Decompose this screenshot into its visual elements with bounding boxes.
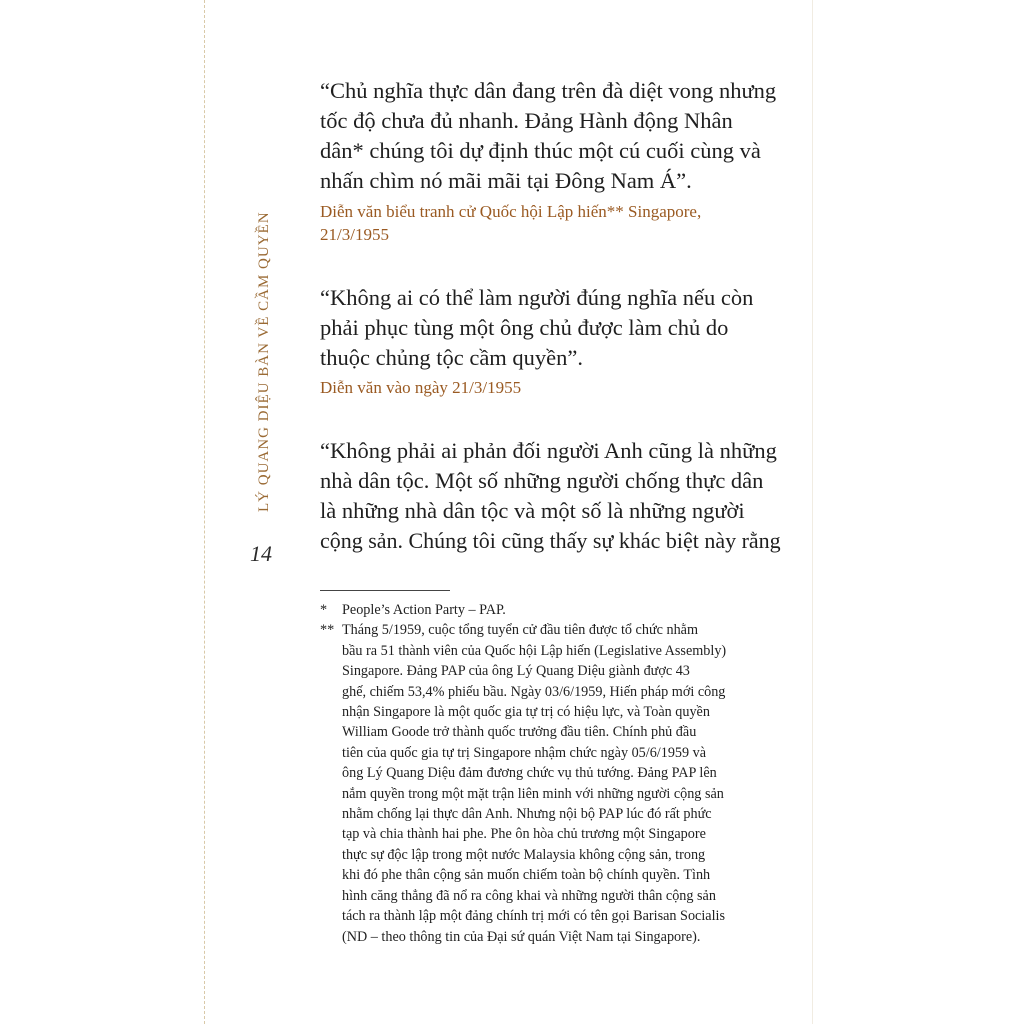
quote-line: “Không phải ai phản đối người Anh cũng là những <box>320 438 777 463</box>
footnote-separator <box>320 590 450 591</box>
source-line: Diễn văn vào ngày 21/3/1955 <box>320 378 522 397</box>
footnote-body <box>342 620 780 947</box>
quote-3 <box>320 436 780 556</box>
quote-line: nhấn chìm nó mãi mãi tại Đông Nam Á”. <box>320 168 692 193</box>
footnote-line: People’s Action Party – PAP. <box>342 602 506 618</box>
page-number: 14 <box>250 541 272 566</box>
source-line: 21/3/1955 <box>320 225 389 244</box>
footnote-line: bầu ra 51 thành viên của Quốc hội Lập hiến (Legislative Assembly) <box>342 642 727 659</box>
footnote-line: (ND – theo thông tin của Đại sứ quán Việt Nam tại Singapore). <box>342 928 701 945</box>
footnote-line: tiên của quốc gia tự trị Singapore nhậm chức ngày 05/6/1959 và <box>342 744 707 761</box>
quote-line: cộng sản. Chúng tôi cũng thấy sự khác biệt này rằng <box>320 528 781 553</box>
quote-1 <box>320 76 780 196</box>
quote-line: dân* chúng tôi dự định thúc một cú cuối cùng và <box>320 138 761 163</box>
quote-line: thuộc chủng tộc cầm quyền”. <box>320 345 584 370</box>
quote-line: nhà dân tộc. Một số những người chống thực dân <box>320 468 764 493</box>
footnote-line: ông Lý Quang Diệu đảm đương chức vụ thủ tướng. Đảng PAP lên <box>342 765 717 782</box>
quote-line: “Chủ nghĩa thực dân đang trên đà diệt vong nhưng <box>320 78 777 103</box>
source-line: Diễn văn biểu tranh cử Quốc hội Lập hiến** Singapore, <box>320 202 702 221</box>
quote-line: là những nhà dân tộc và một số là những người <box>320 498 745 523</box>
quote-line: phải phục tùng một ông chủ được làm chủ do <box>320 315 729 340</box>
footnote-line: khi đó phe thân cộng sản muốn chiếm toàn bộ chính quyền. Tình <box>342 867 711 884</box>
quote-line: tốc độ chưa đủ nhanh. Đảng Hành động Nhân <box>320 108 733 133</box>
footnote-line: nắm quyền trong một mặt trận liên minh với những người cộng sản <box>342 785 724 802</box>
page-gutter-line <box>204 0 205 1024</box>
footnote-line: nhận Singapore là một quốc gia tự trị có hiệu lực, và Toàn quyền <box>342 704 710 721</box>
quote-1-source <box>320 200 780 246</box>
footnote-2 <box>320 620 780 947</box>
footnote-mark: ** <box>320 622 335 639</box>
footnotes <box>320 600 780 947</box>
footnote-line: hình căng thẳng đã nổ ra công khai và những người thân cộng sản <box>342 887 716 904</box>
quote-2 <box>320 283 780 373</box>
page-right-edge <box>812 0 813 1024</box>
quote-2-source <box>320 376 780 399</box>
footnote-mark: * <box>320 602 328 618</box>
footnote-line: tách ra thành lập một đảng chính trị mới có tên gọi Barisan Socialis <box>342 908 725 925</box>
running-head-text: LÝ QUANG DIỆU BÀN VỀ CẦM QUYỀN <box>255 211 272 512</box>
footnote-line: thực sự độc lập trong một nước Malaysia không cộng sản, trong <box>342 846 706 863</box>
quote-line: “Không ai có thể làm người đúng nghĩa nếu còn <box>320 285 754 310</box>
footnote-1 <box>320 600 780 620</box>
footnote-line: William Goode trở thành quốc trưởng đầu tiên. Chính phủ đầu <box>342 724 697 741</box>
footnote-line: Singapore. Đảng PAP của ông Lý Quang Diệu giành được 43 <box>342 663 690 680</box>
running-head <box>252 211 276 520</box>
footnote-line: nhằm chống lại thực dân Anh. Nhưng nội bộ PAP lúc đó rất phức <box>342 806 712 823</box>
footnote-body <box>342 600 780 620</box>
footnote-line: Tháng 5/1959, cuộc tổng tuyển cử đầu tiên được tổ chức nhằm <box>342 622 699 639</box>
footnote-line: tạp và chia thành hai phe. Phe ôn hòa chủ trương một Singapore <box>342 826 706 843</box>
footnote-line: ghế, chiếm 53,4% phiếu bầu. Ngày 03/6/1959, Hiến pháp mới công <box>342 683 726 700</box>
